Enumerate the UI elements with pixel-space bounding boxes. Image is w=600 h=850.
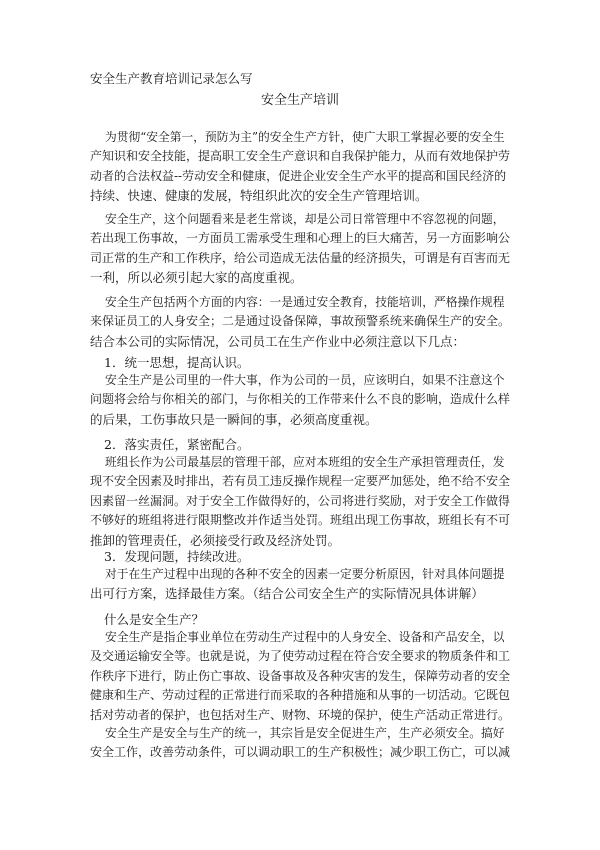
text-line: 安全生产，这个问题看来是老生常谈，却是公司日常管理中不容忽视的问题， [105, 212, 505, 226]
paragraph-intro [90, 128, 512, 206]
text-line: 若出现工伤事故，一方面员工需承受生理和心理上的巨大痛苦，另一方面影响公 [90, 231, 511, 246]
text-line: 健康和生产、劳动过程的正常进行而采取的各种措施和从事的一切活动。它既包 [90, 688, 511, 703]
text-line: 安全生产是安全与生产的统一，其宗旨是安全促进生产，生产必须安全。搞好 [105, 726, 505, 740]
text-line: 一利，所以必须引起大家的高度重视。 [90, 270, 303, 286]
text-line: 出可行方案，选择最佳方案。（结合公司安全生产的实际情况具体讲解） [90, 586, 484, 602]
text-line: 因素留一丝漏洞。对于安全工作做得好的，公司将进行奖励，对于安全工作做得 [90, 493, 511, 508]
paragraph-section-1 [90, 371, 512, 429]
text-line: 及交通运输安全等。也就是说，为了使劳动过程在符合安全要求的物质条件和工 [90, 649, 511, 664]
section-heading-1: 1．统一思想，提高认识。 [104, 355, 250, 370]
section-heading-3: 3．发现问题，持续改进。 [104, 549, 250, 564]
text-line: 不够好的班组将进行限期整改并作适当处罚。班组出现工伤事故，班组长有不可 [90, 513, 511, 528]
text-line: 为贯彻“安全第一，预防为主”的安全生产方针，使广大职工掌握必要的安全生 [105, 130, 505, 144]
section-heading-definition: 什么是安全生产？ [104, 612, 205, 627]
text-line: 括对劳动者的保护，也包括对生产、财物、环境的保护，使生产活动正常进行。 [90, 707, 511, 722]
paragraph-unity [90, 724, 512, 763]
text-line: 的后果，工伤事故只是一瞬间的事，必须高度重视。 [90, 411, 378, 427]
paragraph-content [90, 293, 512, 351]
text-line: 作秩序下进行，防止伤亡事故、设备事故及各种灾害的发生，保障劳动者的安全 [90, 668, 511, 683]
text-line: 现不安全因素及时排出，若有员工违反操作规程一定要严加惩处，绝不给不安全 [90, 474, 511, 489]
paragraph-importance [90, 210, 512, 288]
text-line: 安全生产是公司里的一件大事，作为公司的一员，应该明白，如果不注意这个 [105, 373, 505, 387]
text-line: 结合本公司的实际情况，公司员工在生产作业中必须注意以下几点： [90, 333, 466, 349]
text-line: 动者的合法权益--劳动安全和健康，促进企业安全生产水平的提高和国民经济的 [90, 168, 507, 183]
text-line: 安全生产是指企事业单位在劳动生产过程中的人身安全、设备和产品安全，以 [105, 630, 505, 644]
paragraph-section-2 [90, 453, 512, 550]
paragraph-definition [90, 628, 512, 725]
document-heading: 安全生产教育培训记录怎么写 [90, 71, 253, 86]
text-line: 持续、快速、健康的发展，特组织此次的安全生产管理培训。 [90, 188, 428, 204]
text-line: 来保证员工的人身安全；二是通过设备保障，事故预警系统来确保生产的安全。 [90, 314, 511, 329]
text-line: 对于在生产过程中出现的各种不安全的因素一定要分析原因，针对具体问题提 [105, 567, 505, 581]
text-line: 班组长作为公司最基层的管理干部，应对本班组的安全生产承担管理责任，发 [105, 455, 505, 469]
text-line: 产知识和安全技能，提高职工安全生产意识和自我保护能力，从而有效地保护劳 [90, 149, 511, 164]
text-line: 问题将会给与你相关的部门，与你相关的工作带来什么不良的影响，造成什么样 [90, 392, 511, 407]
document-title: 安全生产培训 [260, 93, 339, 108]
text-line: 安全生产包括两个方面的内容：一是通过安全教育，技能培训，严格操作规程 [105, 295, 505, 309]
section-heading-2: 2．落实责任，紧密配合。 [104, 437, 250, 452]
text-line: 推卸的管理责任，必须接受行政及经济处罚。 [90, 532, 341, 548]
paragraph-section-3 [90, 565, 512, 604]
text-line: 司正常的生产和工作秩序，给公司造成无法估量的经济损失，可谓是有百害而无 [90, 250, 511, 265]
text-line: 安全工作，改善劳动条件，可以调动职工的生产积极性；减少职工伤亡，可以减 [90, 745, 511, 760]
